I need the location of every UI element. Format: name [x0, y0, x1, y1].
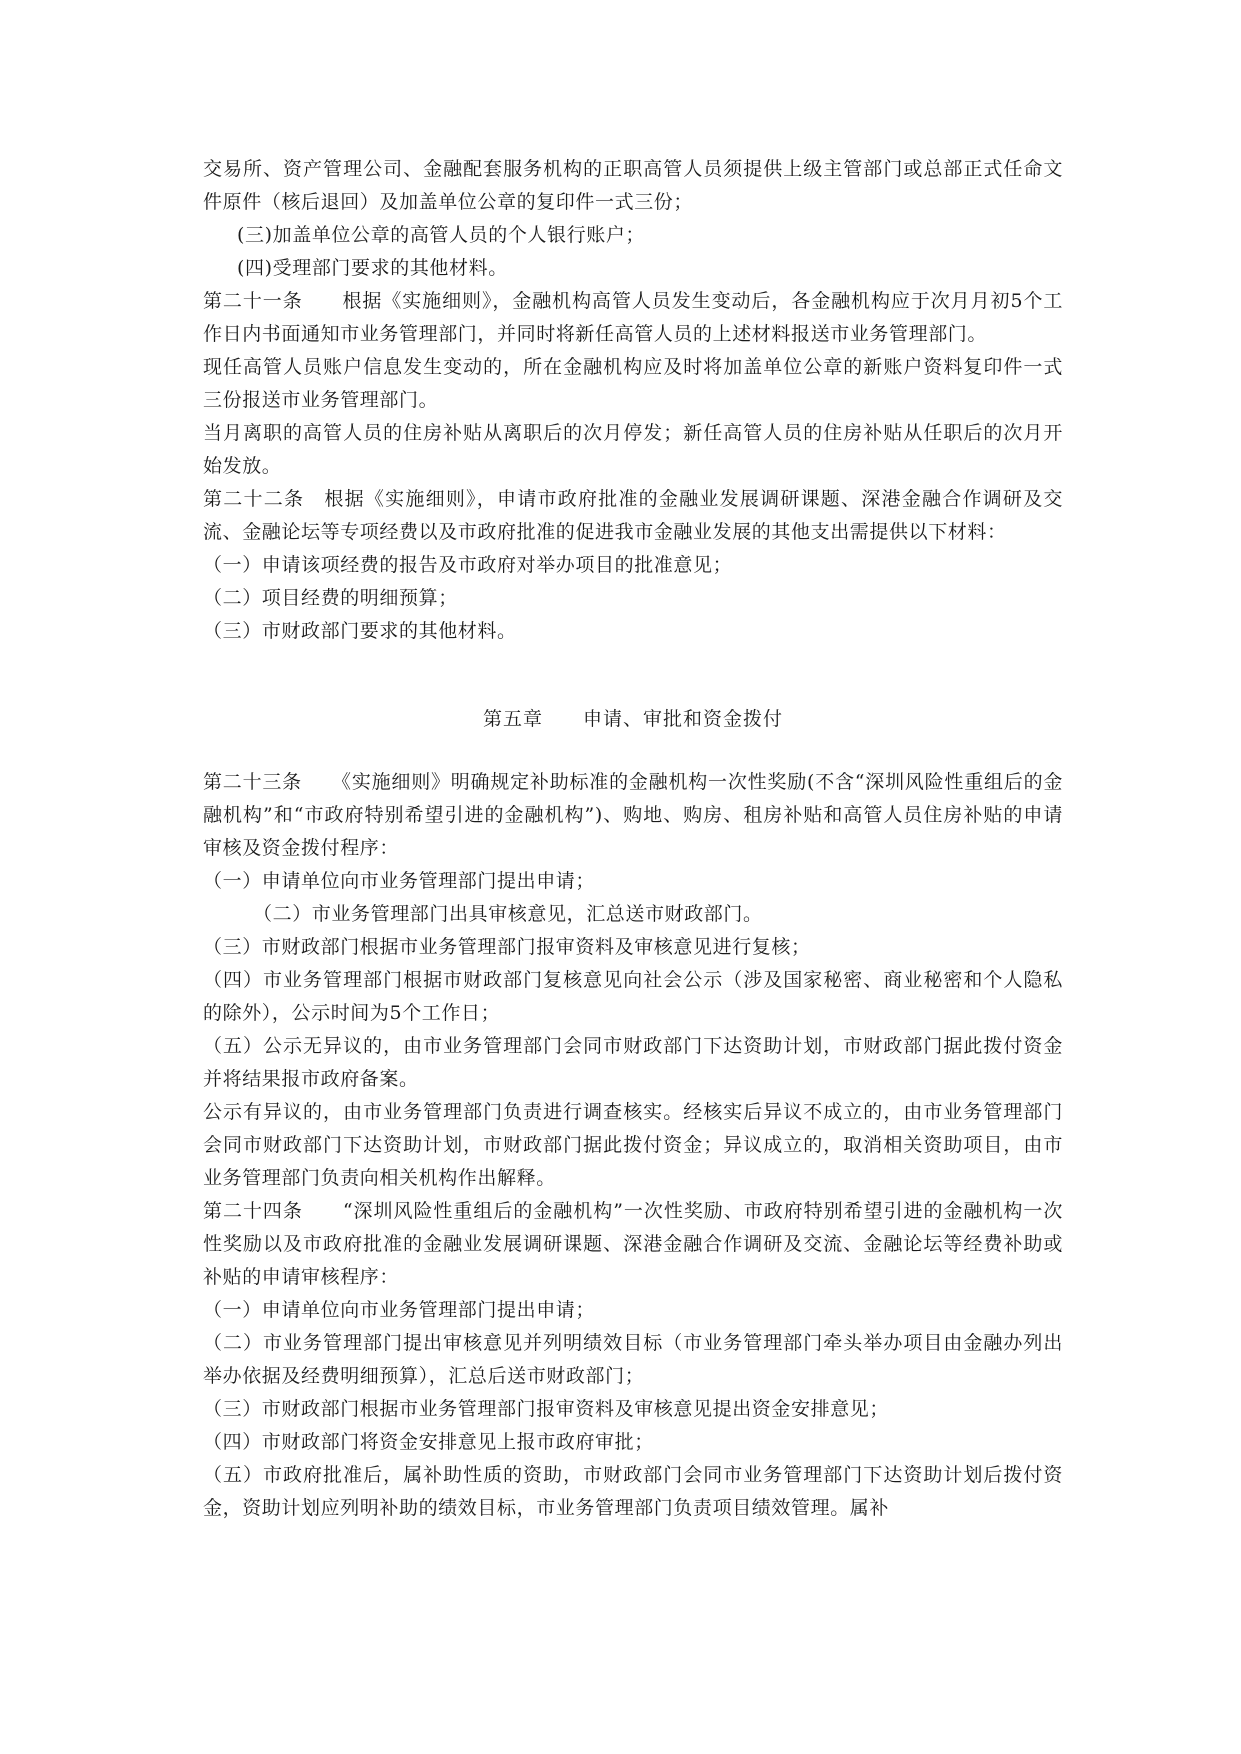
list-item: (三)加盖单位公章的高管人员的个人银行账户； — [237, 224, 646, 246]
article-24: 第二十四条 “深圳风险性重组后的金融机构”一次性奖励、市政府特别希望引进的金融机构一次性奖励以及市政府批准的金融业发展调研课题、深港金融合作调研及交流、金融论坛等经费补助或补贴的申请审核程序： — [203, 1200, 1063, 1288]
list-item: （二）项目经费的明细预算； — [203, 587, 458, 609]
paragraph: 交易所、资产管理公司、金融配套服务机构的正职高管人员须提供上级主管部门或总部正式任命文件原件（核后退回）及加盖单位公章的复印件一式三份； — [203, 158, 1063, 213]
list-item: （五）公示无异议的，由市业务管理部门会同市财政部门下达资助计划，市财政部门据此拨付资金并将结果报市政府备案。 — [203, 1035, 1063, 1090]
list-item: （一）申请单位向市业务管理部门提出申请； — [203, 1299, 596, 1321]
paragraph: 现任高管人员账户信息发生变动的，所在金融机构应及时将加盖单位公章的新账户资料复印件一式三份报送市业务管理部门。 — [203, 356, 1063, 411]
article-22: 第二十二条 根据《实施细则》，申请市政府批准的金融业发展调研课题、深港金融合作调研及交流、金融论坛等专项经费以及市政府批准的促进我市金融业发展的其他支出需提供以下材料： — [203, 488, 1063, 543]
list-item: （五）市政府批准后，属补助性质的资助，市财政部门会同市业务管理部门下达资助计划后拨付资金，资助计划应列明补助的绩效目标，市业务管理部门负责项目绩效管理。属补 — [203, 1464, 1063, 1519]
article-21: 第二十一条 根据《实施细则》，金融机构高管人员发生变动后，各金融机构应于次月月初5个工作日内书面通知市业务管理部门，并同时将新任高管人员的上述材料报送市业务管理部门。 — [203, 290, 1063, 345]
list-item: （三）市财政部门根据市业务管理部门报审资料及审核意见进行复核； — [203, 936, 811, 958]
list-item: （二）市业务管理部门提出审核意见并列明绩效目标（市业务管理部门牵头举办项目由金融办列出举办依据及经费明细预算），汇总后送市财政部门； — [203, 1332, 1063, 1387]
list-item: （二）市业务管理部门出具审核意见，汇总送市财政部门。 — [253, 903, 763, 925]
article-23: 第二十三条 《实施细则》明确规定补助标准的金融机构一次性奖励(不含“深圳风险性重组后的金融机构”和“市政府特别希望引进的金融机构”)、购地、购房、租房补贴和高管人员住房补贴的申请审核及资金拨付程序： — [203, 771, 1063, 859]
list-item: （一）申请单位向市业务管理部门提出申请； — [203, 870, 596, 892]
chapter-heading: 第五章 申请、审批和资金拨付 — [482, 708, 783, 730]
list-item: （四）市财政部门将资金安排意见上报市政府审批； — [203, 1431, 654, 1453]
list-item: （三）市财政部门要求的其他材料。 — [203, 620, 517, 642]
list-item: (四)受理部门要求的其他材料。 — [237, 257, 508, 279]
list-item: （一）申请该项经费的报告及市政府对举办项目的批准意见； — [203, 554, 733, 576]
list-item: （三）市财政部门根据市业务管理部门报审资料及审核意见提出资金安排意见； — [203, 1398, 890, 1420]
document-body — [203, 153, 1063, 1525]
list-item: （四）市业务管理部门根据市财政部门复核意见向社会公示（涉及国家秘密、商业秘密和个人隐私的除外），公示时间为5个工作日； — [203, 969, 1063, 1024]
paragraph: 当月离职的高管人员的住房补贴从离职后的次月停发；新任高管人员的住房补贴从任职后的次月开始发放。 — [203, 422, 1063, 477]
paragraph: 公示有异议的，由市业务管理部门负责进行调查核实。经核实后异议不成立的，由市业务管理部门会同市财政部门下达资助计划，市财政部门据此拨付资金；异议成立的，取消相关资助项目，由市业务管理部门负责向相关机构作出解释。 — [203, 1101, 1063, 1189]
